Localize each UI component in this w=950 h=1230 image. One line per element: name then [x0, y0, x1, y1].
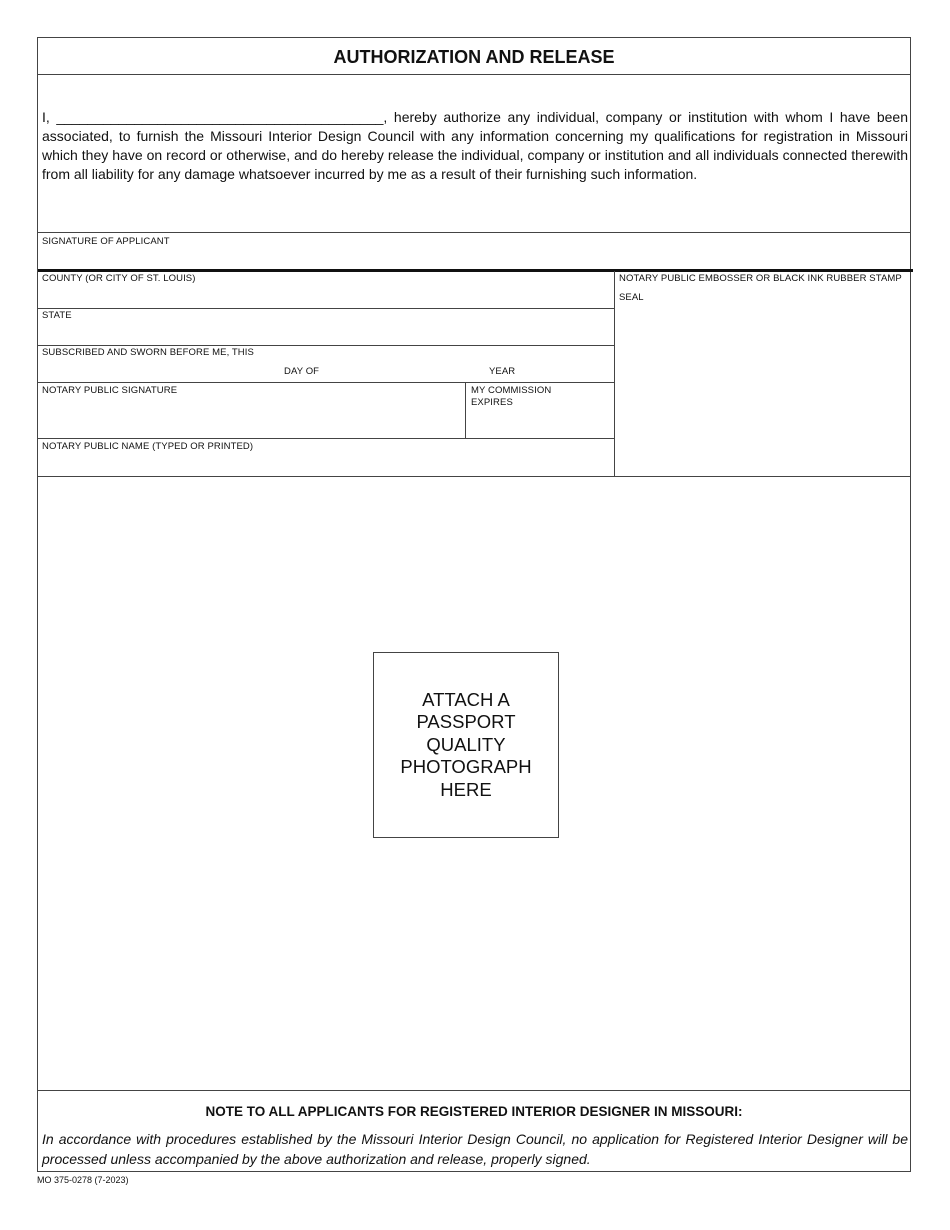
notary-section-divider [38, 476, 910, 477]
notary-seal-area[interactable] [615, 306, 910, 476]
notary-signature-divider [38, 438, 614, 439]
day-of-label: DAY OF [284, 366, 320, 377]
notary-name-field[interactable] [38, 452, 614, 476]
signature-label: SIGNATURE OF APPLICANT [42, 236, 170, 247]
commission-expires-label: MY COMMISSION EXPIRES [471, 385, 552, 408]
subscribed-year-field[interactable] [518, 358, 614, 382]
authorization-text: I, __________________________________________, hereby authorize any individual, company or institution with whom I have been associated, to furnish the Missouri Interior Design Council with any information concerning my qualifications for registration in Missouri which they have on record or otherwise, and do hereby release the individual, company or institution and all individuals connected therewith from all liability for any damage whatsoever incurred by me as a result of their furnishing such information. [42, 109, 908, 182]
notary-stamp-label: NOTARY PUBLIC EMBOSSER OR BLACK INK RUBBER STAMP [619, 273, 902, 284]
authorization-release-form [37, 37, 911, 1172]
year-label: YEAR [489, 366, 516, 377]
county-label: COUNTY (OR CITY OF ST. LOUIS) [42, 273, 196, 284]
form-number: MO 375-0278 (7-2023) [37, 1175, 129, 1185]
subscribed-month-field[interactable] [328, 358, 488, 382]
notary-signature-label: NOTARY PUBLIC SIGNATURE [42, 385, 178, 396]
note-title: NOTE TO ALL APPLICANTS FOR REGISTERED INTERIOR DESIGNER IN MISSOURI: [205, 1104, 743, 1119]
county-divider [38, 308, 614, 309]
note-text: In accordance with procedures established by the Missouri Interior Design Council, no application for Registered Interior Designer will be processed unless accompanied by the above authorization and release, properly signed. [42, 1131, 908, 1167]
subscribed-divider [38, 382, 614, 383]
signature-field[interactable] [38, 247, 910, 269]
note-divider [38, 1090, 910, 1091]
state-label: STATE [42, 310, 72, 321]
subscribed-label: SUBSCRIBED AND SWORN BEFORE ME, THIS [42, 347, 254, 358]
notary-signature-field[interactable] [38, 396, 465, 438]
county-field[interactable] [38, 284, 614, 308]
subscribed-day-field[interactable] [38, 358, 278, 382]
title-divider [38, 74, 910, 75]
form-title: AUTHORIZATION AND RELEASE [333, 47, 615, 67]
state-field[interactable] [38, 321, 614, 345]
photo-instruction: ATTACH A PASSPORT QUALITY PHOTOGRAPH HERE [400, 688, 532, 800]
notary-name-label: NOTARY PUBLIC NAME (TYPED OR PRINTED) [42, 441, 254, 452]
signature-top-divider [38, 232, 910, 233]
commission-expires-field[interactable] [466, 410, 614, 438]
signature-thick-divider [38, 269, 913, 272]
state-divider [38, 345, 614, 346]
photo-attachment-box [373, 652, 559, 838]
seal-label: SEAL [619, 292, 644, 303]
